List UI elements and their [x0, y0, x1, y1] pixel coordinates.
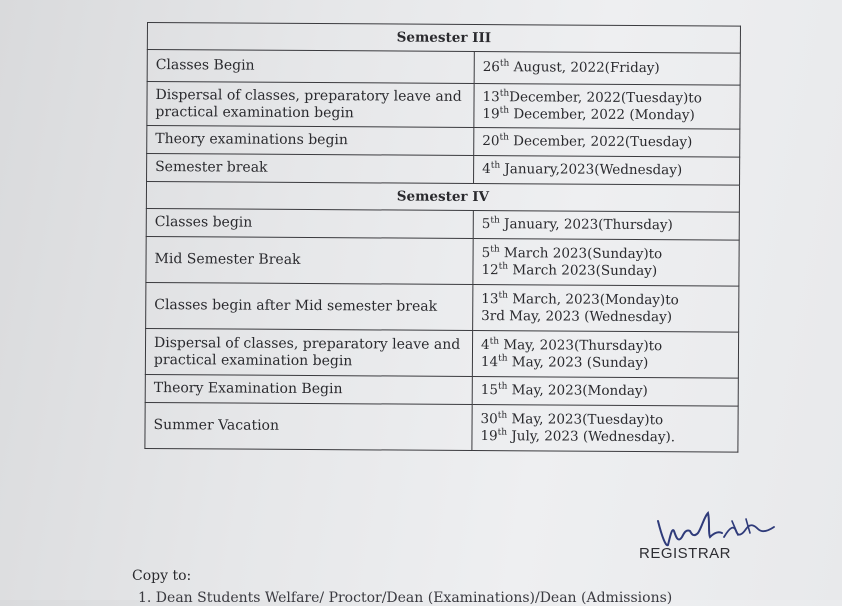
date-day: 3rd May, 2023 (Wednesday) [481, 308, 672, 325]
table-row [146, 236, 739, 286]
event-cell: Classes begin after Mid semester break [146, 282, 473, 330]
semester3-heading: Semester III [147, 23, 740, 54]
date-day: 13 [483, 89, 500, 105]
date-rest: December, 2022(Tuesday)to [509, 89, 702, 106]
date-cell [474, 52, 740, 86]
table-row [147, 82, 740, 130]
event-cell: Dispersal of classes, preparatory leave and practical examination begin [145, 328, 472, 376]
date-ordinal: th [498, 382, 507, 392]
date-rest: August, 2022(Friday) [509, 59, 659, 76]
date-cell [473, 284, 739, 332]
date-cell [472, 330, 738, 378]
date-day: 26 [483, 59, 500, 75]
event-cell: Summer Vacation [145, 402, 472, 450]
date-rest: March 2023(Sunday)to [500, 245, 663, 262]
date-day: 14 [481, 354, 498, 370]
date-cell [473, 210, 739, 240]
date-ordinal: th [490, 336, 499, 346]
date-day: 4 [482, 161, 491, 177]
date-cell [472, 376, 738, 406]
date-day: 15 [481, 382, 498, 398]
date-day: 30 [481, 411, 498, 427]
date-rest: March 2023(Sunday) [508, 262, 657, 279]
date-day: 19 [480, 428, 497, 444]
date-rest: December, 2022(Tuesday) [509, 133, 693, 150]
date-day: 13 [481, 291, 498, 307]
date-day: 20 [482, 133, 499, 149]
date-cell [474, 127, 740, 157]
date-day: 5 [482, 245, 491, 261]
date-ordinal: th [498, 410, 507, 420]
date-ordinal: th [500, 88, 509, 98]
event-cell: Semester break [147, 154, 474, 184]
table-row [147, 154, 740, 186]
event-cell: Mid Semester Break [146, 236, 473, 284]
date-cell [474, 155, 740, 185]
date-ordinal: th [500, 105, 509, 115]
date-rest: March, 2023(Monday)to [508, 291, 679, 308]
date-cell [474, 83, 740, 129]
date-ordinal: th [490, 244, 499, 254]
date-rest: July, 2023 (Wednesday). [507, 428, 675, 445]
event-cell: Classes Begin [147, 50, 474, 84]
distribution-item-1: 1. Dean Students Welfare/ Proctor/Dean (Examinations)/Dean (Admissions) [138, 590, 672, 606]
date-ordinal: th [498, 353, 507, 363]
academic-calendar-table [144, 22, 741, 453]
date-rest: January,2023(Wednesday) [500, 161, 682, 178]
date-rest: May, 2023(Monday) [507, 382, 648, 399]
date-ordinal: th [499, 133, 508, 143]
table-row [146, 208, 739, 240]
date-rest: December, 2022 (Monday) [509, 106, 695, 123]
table-row [145, 374, 738, 406]
date-cell [473, 238, 739, 286]
table-row [145, 402, 738, 452]
semester4-heading: Semester IV [146, 182, 739, 213]
date-ordinal: th [490, 216, 499, 226]
date-rest: May, 2023 (Sunday) [507, 354, 648, 371]
date-ordinal: th [499, 261, 508, 271]
event-cell: Dispersal of classes, preparatory leave and practical examination begin [147, 82, 474, 128]
copy-to-label: Copy to: [132, 568, 191, 584]
table-row [146, 282, 739, 332]
table-row [147, 126, 740, 158]
date-day: 4 [481, 337, 490, 353]
table-row [145, 328, 738, 378]
event-cell: Theory examinations begin [147, 126, 474, 156]
date-rest: May, 2023(Tuesday)to [507, 411, 663, 428]
date-day: 19 [482, 106, 499, 122]
date-ordinal: th [498, 427, 507, 437]
event-cell: Classes begin [146, 208, 473, 238]
date-ordinal: th [498, 290, 507, 300]
date-rest: May, 2023(Thursday)to [499, 337, 662, 354]
date-rest: January, 2023(Thursday) [500, 216, 673, 233]
registrar-title: REGISTRAR [639, 545, 731, 562]
event-cell: Theory Examination Begin [145, 374, 472, 404]
table-row [147, 50, 740, 86]
date-cell [472, 404, 738, 452]
date-day: 5 [482, 216, 491, 232]
date-ordinal: th [500, 59, 509, 69]
date-ordinal: th [491, 161, 500, 171]
date-day: 12 [481, 262, 498, 278]
